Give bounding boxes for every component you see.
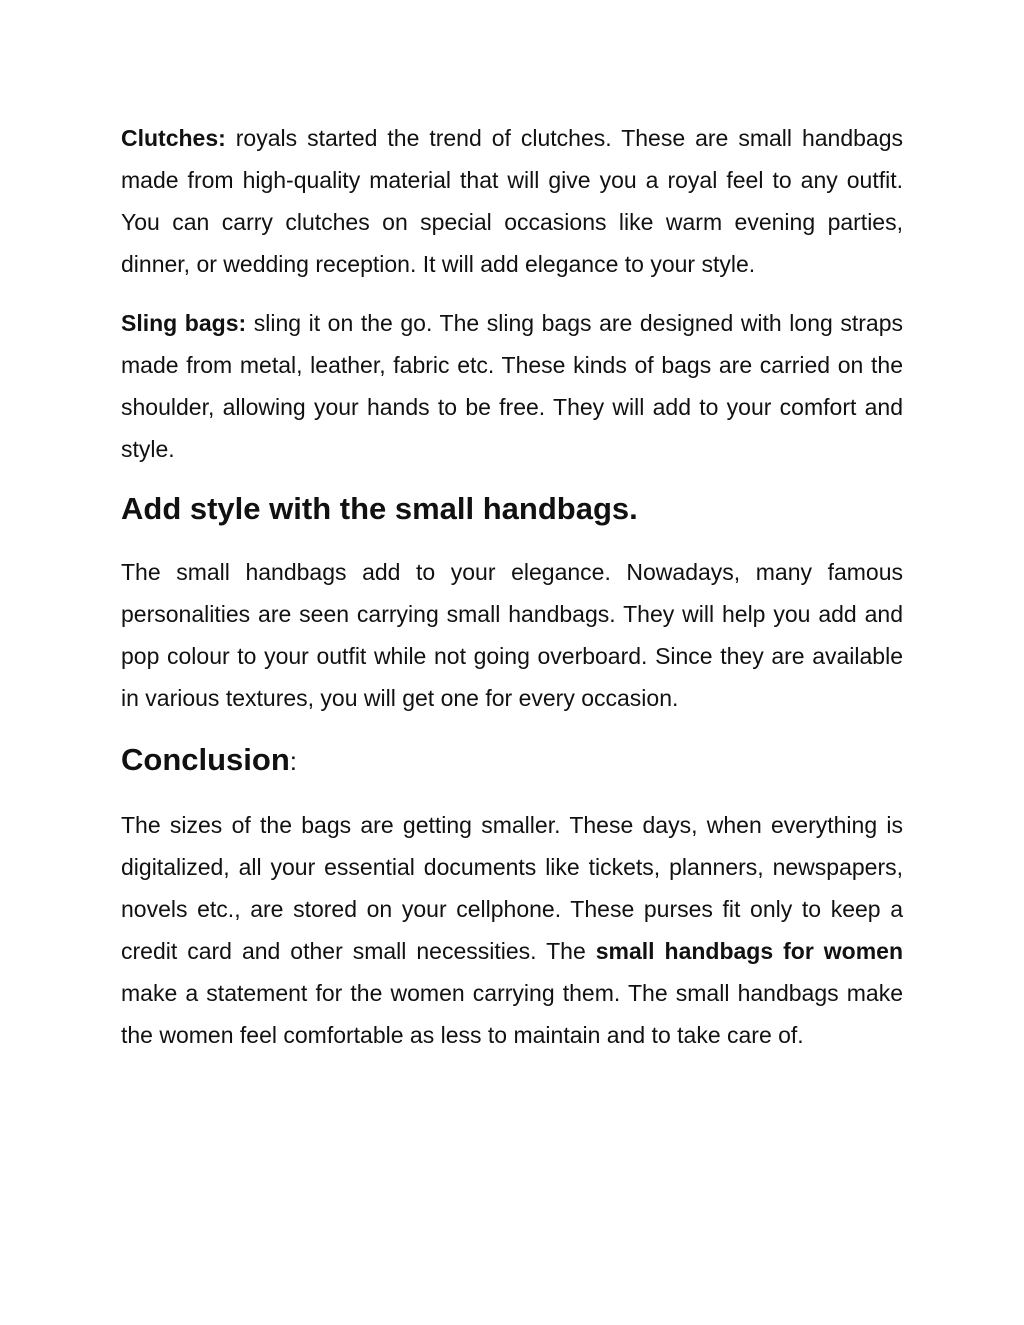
sling-bags-text: sling it on the go. The sling bags are designed with long straps made from metal, leather, fabric etc. These kinds of bags are carried on the shoulder, allowing your hands to be free. They will add to your comfort and style. [121,310,903,462]
sling-bags-paragraph [121,302,903,470]
conclusion-text-before: The sizes of the bags are getting smaller. These days, when everything is digitalized, all your essential documents like tickets, planners, newspapers, novels etc., are stored on your cellphone. These purses fit only to keep a credit card and other small necessities. The [121,812,903,964]
document-page [121,117,903,1056]
conclusion-paragraph [121,804,903,1056]
conclusion-heading-text: Conclusion [121,742,290,777]
clutches-term: Clutches: [121,125,226,151]
conclusion-heading-colon: : [289,746,298,776]
style-heading: Add style with the small handbags. [121,491,638,526]
style-paragraph: The small handbags add to your elegance. Nowadays, many famous personalities are seen carrying small handbags. They will help you add and pop colour to your outfit while not going overboard. Since they are available in various textures, you will get one for every occasion. [121,559,903,711]
conclusion-bold-phrase: small handbags for women [595,938,903,964]
sling-bags-term: Sling bags: [121,310,247,336]
clutches-text: royals started the trend of clutches. These are small handbags made from high-quality material that will give you a royal feel to any outfit. You can carry clutches on special occasions like warm evening parties, dinner, or wedding reception. It will add elegance to your style. [121,125,903,277]
conclusion-heading [121,740,903,781]
conclusion-text-after: make a statement for the women carrying them. The small handbags make the women feel comfortable as less to maintain and to take care of. [121,980,903,1048]
clutches-paragraph [121,117,903,285]
